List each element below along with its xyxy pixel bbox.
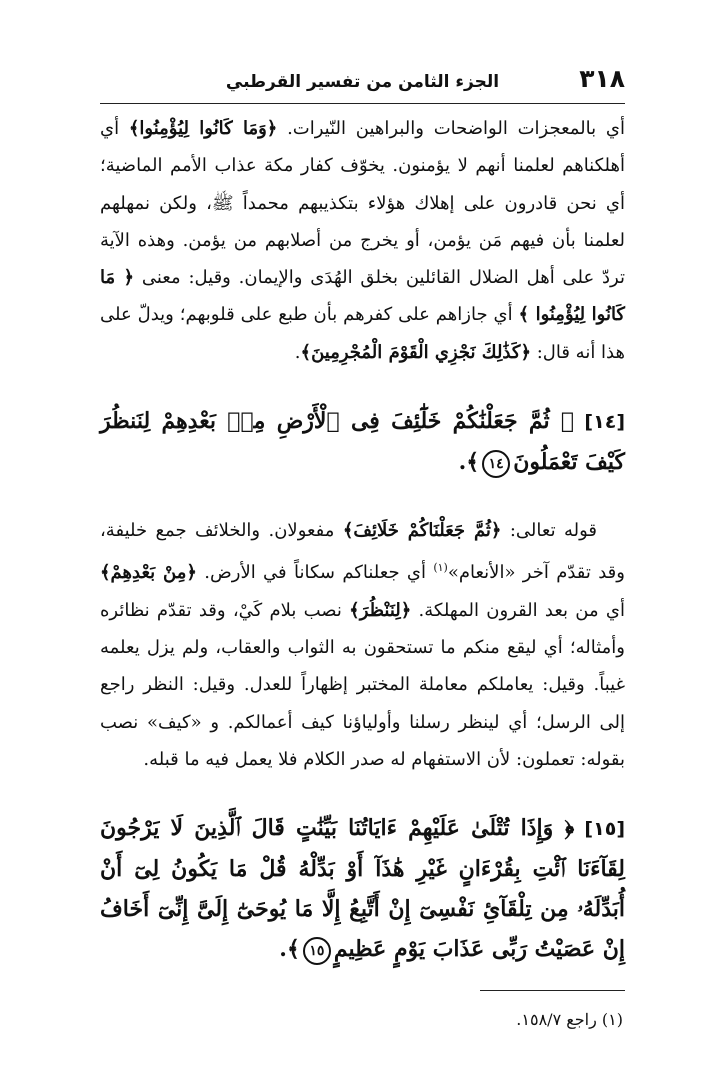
quran-quote: ﴿لِنَنْظُرَ﴾	[349, 599, 412, 621]
text-segment: أي من بعد القرون المهلكة.	[411, 599, 625, 621]
text-segment: .	[294, 341, 301, 363]
text-segment: أي أهلكناهم لعلمنا أنهم لا يؤمنون. يخوّف كفار مكة عذاب الأمم الماضية؛ أي نحن قادرون على إهلاك هؤلاء بتكذيبهم محمداً ﷺ، ولكن نمهلهم لعلمنا بأن فيهم مَن يؤمن، أو يخرج من أصلابهم من يؤمن. وهذه الآية تردّ على أهل الضلال القائلين بخلق الهُدَى والإيمان. وقيل: معنى	[100, 118, 625, 289]
verse-number: [١٤]	[584, 411, 625, 434]
ayah-end-mark: ١٥	[303, 937, 331, 965]
quran-quote: ﴿ مَا كَانُوا لِيُؤْمِنُوا ﴾	[100, 267, 626, 326]
running-title: الجزء الثامن من تفسير القرطبي	[225, 72, 500, 92]
text-segment: أي جازاهم على كفرهم بأن طبع على قلوبهم؛ ويدلّ على هذا أنه قال:	[100, 304, 625, 363]
page-header	[100, 64, 625, 100]
footnote-reference[interactable]: (١)	[433, 561, 448, 575]
footnote-rule	[480, 990, 625, 991]
verse-text: ﴿ ثُمَّ جَعَلْنَٰكُمْ خَلَٰٓئِفَ فِى ٱلْأَرْضِ مِنۢ بَعْدِهِمْ لِنَنظُرَ كَيْفَ تَعْمَلُونَ	[100, 408, 625, 476]
text-segment: قوله تعالى:	[501, 520, 597, 542]
text-segment: مفعولان. والخلائف جمع خليفة، وقد تقدّم آخر «الأنعام»	[100, 520, 625, 584]
verse-14	[100, 401, 625, 482]
text-segment: نصب بلام كَيْ، وقد تقدّم نظائره وأمثاله؛ أي ليقع منكم ما تستحقون به الثواب والعقاب، ولم يزل يعلمه غيباً. وقيل: يعاملكم معاملة المختبر إظهاراً للعدل. وقيل: النظر راجع إلى الرسل؛ أي لينظر رسلنا وأولياؤنا كيف أعمالكم. و «كيف» نصب بقوله: تعملون: لأن الاستفهام له صدر الكلام فلا يعمل فيه ما قبله.	[100, 599, 625, 770]
quran-quote: ﴿وَمَا كَانُوا لِيُؤْمِنُوا﴾	[128, 118, 278, 139]
verse-number: [١٥]	[584, 818, 625, 841]
verse-15	[100, 808, 625, 969]
header-rule	[100, 103, 625, 104]
verse-close: ﴾.	[279, 936, 300, 963]
page-body	[100, 110, 625, 969]
verse-text: ﴿ وَإِذَا تُتْلَىٰ عَلَيْهِمْ ءَايَاتُنَا بَيِّنَٰتٍ قَالَ ٱلَّذِينَ لَا يَرْجُونَ لِقَآءَنَا ٱئْتِ بِقُرْءَانٍ غَيْرِ هَٰذَآ أَوْ بَدِّلْهُ قُلْ مَا يَكُونُ لِىٓ أَنْ أُبَدِّلَهُۥ مِن تِلْقَآئِ نَفْسِىٓ إِنْ أَتَّبِعُ إِلَّا مَا يُوحَىٰٓ إِلَىَّ إِنِّىٓ أَخَافُ إِنْ عَصَيْتُ رَبِّى عَذَابَ يَوْمٍ عَظِيمٍ	[100, 815, 625, 963]
quran-quote: ﴿مِنْ بَعْدِهِمْ﴾	[100, 562, 197, 584]
ayah-end-mark: ١٤	[482, 450, 510, 478]
text-segment: أي جعلناكم سكاناً في الأرض.	[196, 562, 434, 584]
page-number: ٣١٨	[579, 64, 625, 93]
quran-quote: ﴿ثُمَّ جَعَلْنَاكُمْ خَلَائِفَ﴾	[342, 520, 502, 542]
verse-close: ﴾.	[458, 449, 480, 476]
quran-quote: ﴿كَذَٰلِكَ نَجْزِي الْقَوْمَ الْمُجْرِمِينَ﴾	[300, 341, 531, 363]
text-segment: أي بالمعجزات الواضحات والبراهين النّيرات.	[277, 118, 626, 139]
footnote: (١) راجع ١٥٨/٧.	[516, 1010, 623, 1029]
paragraph-commentary-13	[100, 110, 625, 371]
paragraph-commentary-14	[100, 512, 625, 778]
